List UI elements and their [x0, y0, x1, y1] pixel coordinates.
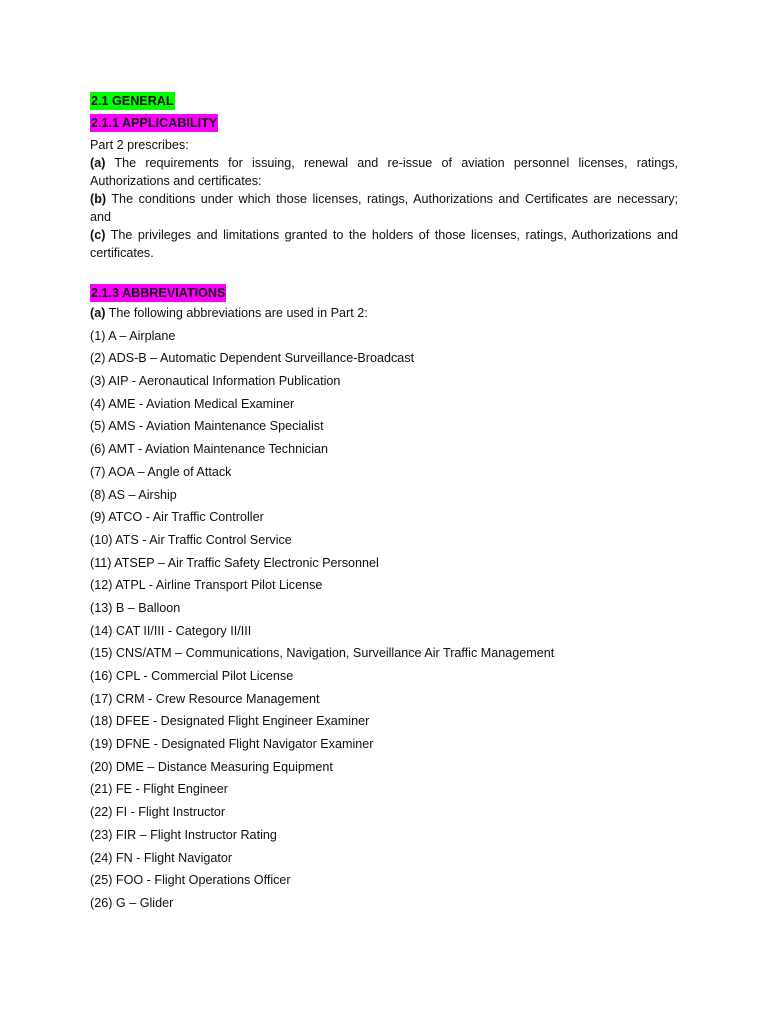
paragraph-label: (a): [90, 306, 106, 320]
abbreviation-item: (4) AME - Aviation Medical Examiner: [90, 396, 295, 411]
section-heading-general: 2.1 GENERAL: [91, 94, 174, 108]
abbreviation-item: (3) AIP - Aeronautical Information Publication: [90, 374, 341, 389]
abbreviations-intro: [90, 302, 678, 325]
abbreviation-item: (22) FI - Flight Instructor: [90, 805, 226, 820]
abbreviation-item: (1) A – Airplane: [90, 328, 176, 343]
section-heading-applicability: 2.1.1 APPLICABILITY: [91, 116, 218, 130]
abbreviation-item: (9) ATCO - Air Traffic Controller: [90, 510, 264, 525]
abbreviation-item: (15) CNS/ATM – Communications, Navigation, Surveillance Air Traffic Management: [90, 646, 555, 661]
applicability-paragraph-c: [90, 226, 678, 262]
paragraph-label: (a): [90, 156, 106, 170]
abbreviation-item: (8) AS – Airship: [90, 487, 177, 502]
abbreviation-item: (26) G – Glider: [90, 895, 174, 910]
abbreviation-item: (24) FN - Flight Navigator: [90, 850, 233, 865]
abbreviation-item: (7) AOA – Angle of Attack: [90, 464, 232, 479]
abbreviation-item: (6) AMT - Aviation Maintenance Technician: [90, 442, 329, 457]
section-2-1-1: [90, 114, 678, 262]
abbreviation-item: (13) B – Balloon: [90, 600, 181, 615]
document-page: [90, 92, 678, 915]
paragraph-text: The privileges and limitations granted to the holders of those licenses, ratings, Authorizations and certificates.: [90, 228, 678, 260]
paragraph-text: The following abbreviations are used in Part 2:: [105, 306, 368, 320]
abbreviation-item: (2) ADS-B – Automatic Dependent Surveillance-Broadcast: [90, 351, 415, 366]
paragraph-text: The conditions under which those licenses, ratings, Authorizations and Certificates are necessary; and: [90, 192, 678, 224]
abbreviation-item: (20) DME – Distance Measuring Equipment: [90, 759, 333, 774]
abbreviation-item: (16) CPL - Commercial Pilot License: [90, 669, 294, 683]
abbreviation-item: (12) ATPL - Airline Transport Pilot License: [90, 578, 323, 593]
paragraph-label: (c): [90, 228, 106, 242]
section-heading-abbreviations: 2.1.3 ABBREVIATIONS: [91, 286, 226, 300]
abbreviation-item: (25) FOO - Flight Operations Officer: [90, 873, 291, 888]
section-2-1-3: [90, 284, 678, 915]
paragraph-label: (b): [90, 192, 107, 206]
abbreviation-item: (5) AMS - Aviation Maintenance Specialist: [90, 419, 324, 434]
abbreviations-list: [90, 325, 678, 915]
abbreviation-item: (21) FE - Flight Engineer: [90, 782, 228, 797]
applicability-paragraph-b: [90, 190, 678, 226]
section-2-1: [90, 92, 678, 110]
applicability-paragraph-a: [90, 154, 678, 190]
abbreviation-item: (11) ATSEP – Air Traffic Safety Electronic Personnel: [90, 555, 379, 570]
paragraph-text: The requirements for issuing, renewal and re-issue of aviation personnel licenses, ratings, Authorizations and certificates:: [90, 156, 678, 188]
abbreviation-item: (18) DFEE - Designated Flight Engineer Examiner: [90, 714, 370, 729]
abbreviation-item: (19) DFNE - Designated Flight Navigator Examiner: [90, 737, 374, 752]
abbreviation-item: (17) CRM - Crew Resource Management: [90, 691, 320, 706]
abbreviation-item: (14) CAT II/III - Category II/III: [90, 623, 252, 638]
applicability-intro: Part 2 prescribes:: [90, 138, 189, 152]
abbreviation-item: (23) FIR – Flight Instructor Rating: [90, 827, 277, 842]
abbreviation-item: (10) ATS - Air Traffic Control Service: [90, 532, 292, 547]
